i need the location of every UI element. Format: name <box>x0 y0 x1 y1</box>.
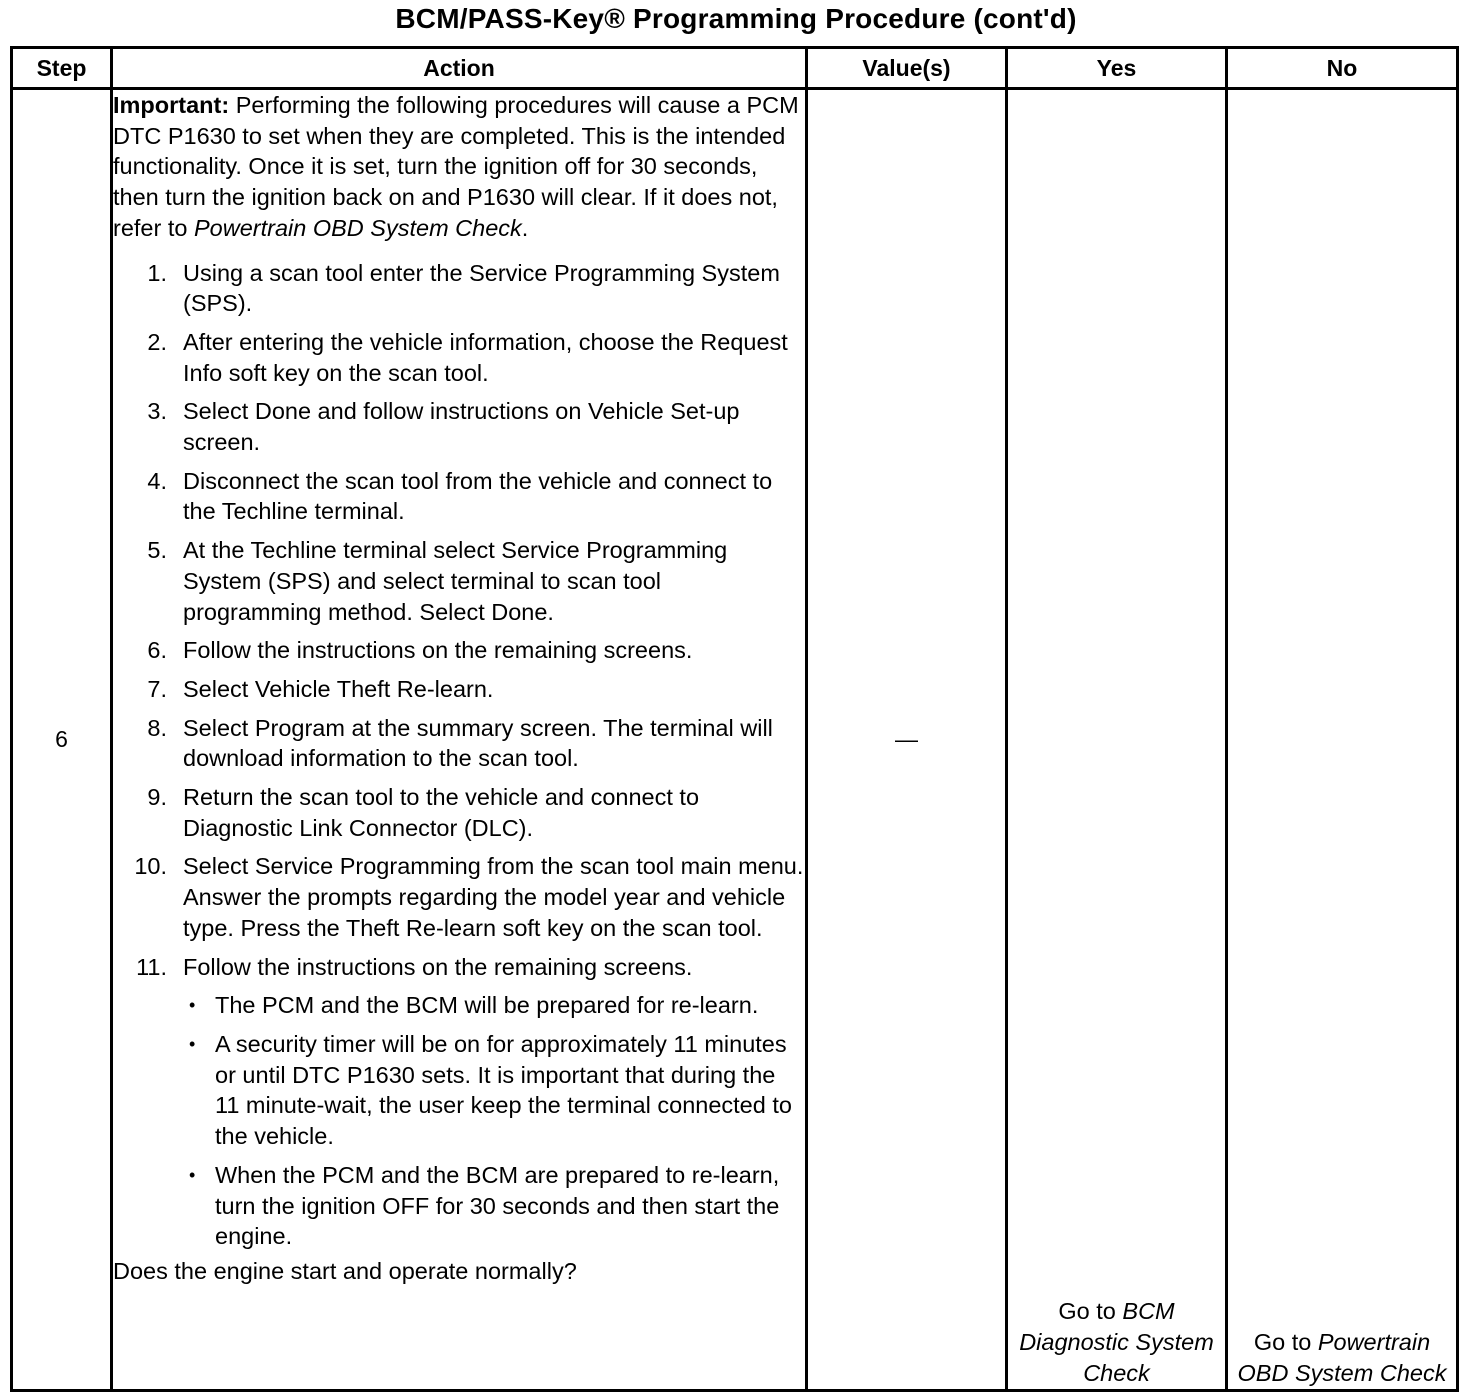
procedure-steps <box>113 258 805 1252</box>
action-cell <box>112 89 807 1391</box>
step-text: Select Done and follow instructions on Vehicle Set-up screen. <box>183 398 740 456</box>
list-item <box>113 713 805 774</box>
column-header-no: No <box>1227 48 1458 89</box>
important-text: Performing the following procedures will cause a PCM DTC P1630 to set when they are completed. This is the intended functionality. Once it is set, turn the ignition off for 30 seconds, then turn the ignition back on and P1630 will clear. If it does not, refer to <box>113 92 799 241</box>
step-text: Disconnect the scan tool from the vehicle and connect to the Techline terminal. <box>183 467 773 525</box>
no-prefix: Go to <box>1253 1329 1318 1355</box>
step-text: Follow the instructions on the remaining screens. <box>183 953 693 980</box>
value-cell: — <box>807 89 1007 1391</box>
step-text: At the Techline terminal select Service Programming System (SPS) and select terminal to scan tool programming method. Select Done. <box>183 537 728 625</box>
step-text: Follow the instructions on the remaining screens. <box>183 637 693 664</box>
step-text: Select Program at the summary screen. The terminal will download information to the scan tool. <box>183 714 773 772</box>
diagnostic-question: Does the engine start and operate normally? <box>113 1257 577 1284</box>
list-item <box>113 535 805 627</box>
step-index: 6. <box>147 637 167 664</box>
no-cell <box>1227 89 1458 1391</box>
step-text: Using a scan tool enter the Service Programming System (SPS). <box>183 259 780 317</box>
step-number: 6 <box>12 89 112 1391</box>
header-row <box>12 48 1458 89</box>
step-index: 8. <box>147 714 167 741</box>
list-item <box>113 851 805 943</box>
important-reference: Powertrain OBD System Check <box>193 214 522 241</box>
list-item <box>113 466 805 527</box>
bullet-item: • A security timer will be on for approximately 11 minutes or until DTC P1630 sets. It is important that during the 11 minute-wait, the user keep the terminal connected to the vehicle. <box>183 1029 805 1152</box>
bullet-item: • The PCM and the BCM will be prepared for re-learn. <box>183 990 805 1021</box>
column-header-step: Step <box>12 48 112 89</box>
column-header-values: Value(s) <box>807 48 1007 89</box>
step-text: After entering the vehicle information, choose the Request Info soft key on the scan tool. <box>183 328 788 386</box>
no-reference: Powertrain OBD System Check <box>1237 1329 1447 1386</box>
step-index: 1. <box>147 259 167 286</box>
yes-prefix: Go to <box>1058 1298 1123 1324</box>
important-end: . <box>521 214 529 241</box>
step-index: 2. <box>147 328 167 355</box>
list-item <box>113 952 805 1252</box>
important-note <box>113 90 805 244</box>
list-item <box>113 674 805 705</box>
bullet-item: • When the PCM and the BCM are prepared to re-learn, turn the ignition OFF for 30 seconds and then start the engine. <box>183 1160 805 1252</box>
step-index: 9. <box>147 784 167 811</box>
sub-bullets <box>183 990 805 1252</box>
column-header-yes: Yes <box>1007 48 1227 89</box>
step-index: 3. <box>147 398 167 425</box>
step-text: Select Service Programming from the scan tool main menu. Answer the prompts regarding the model year and vehicle type. Press the Theft Re-learn soft key on the scan tool. <box>183 853 804 941</box>
procedure-table <box>10 46 1459 1392</box>
important-label: Important: <box>113 92 230 118</box>
step-index: 5. <box>147 537 167 564</box>
table-row <box>12 89 1458 1391</box>
list-item <box>113 327 805 388</box>
list-item <box>113 258 805 319</box>
step-text: Return the scan tool to the vehicle and connect to Diagnostic Link Connector (DLC). <box>183 784 700 841</box>
list-item <box>113 782 805 843</box>
list-item <box>113 396 805 457</box>
step-index: 7. <box>147 675 167 702</box>
step-text: Select Vehicle Theft Re-learn. <box>183 675 494 702</box>
yes-cell <box>1007 89 1227 1391</box>
page-title: BCM/PASS-Key® Programming Procedure (cont'd) <box>395 3 1077 34</box>
yes-reference: BCM Diagnostic System Check <box>1019 1298 1214 1386</box>
column-header-action: Action <box>112 48 807 89</box>
step-index: 10. <box>134 853 167 880</box>
step-index: 4. <box>147 467 167 494</box>
step-index: 11. <box>136 953 167 980</box>
list-item <box>113 635 805 666</box>
